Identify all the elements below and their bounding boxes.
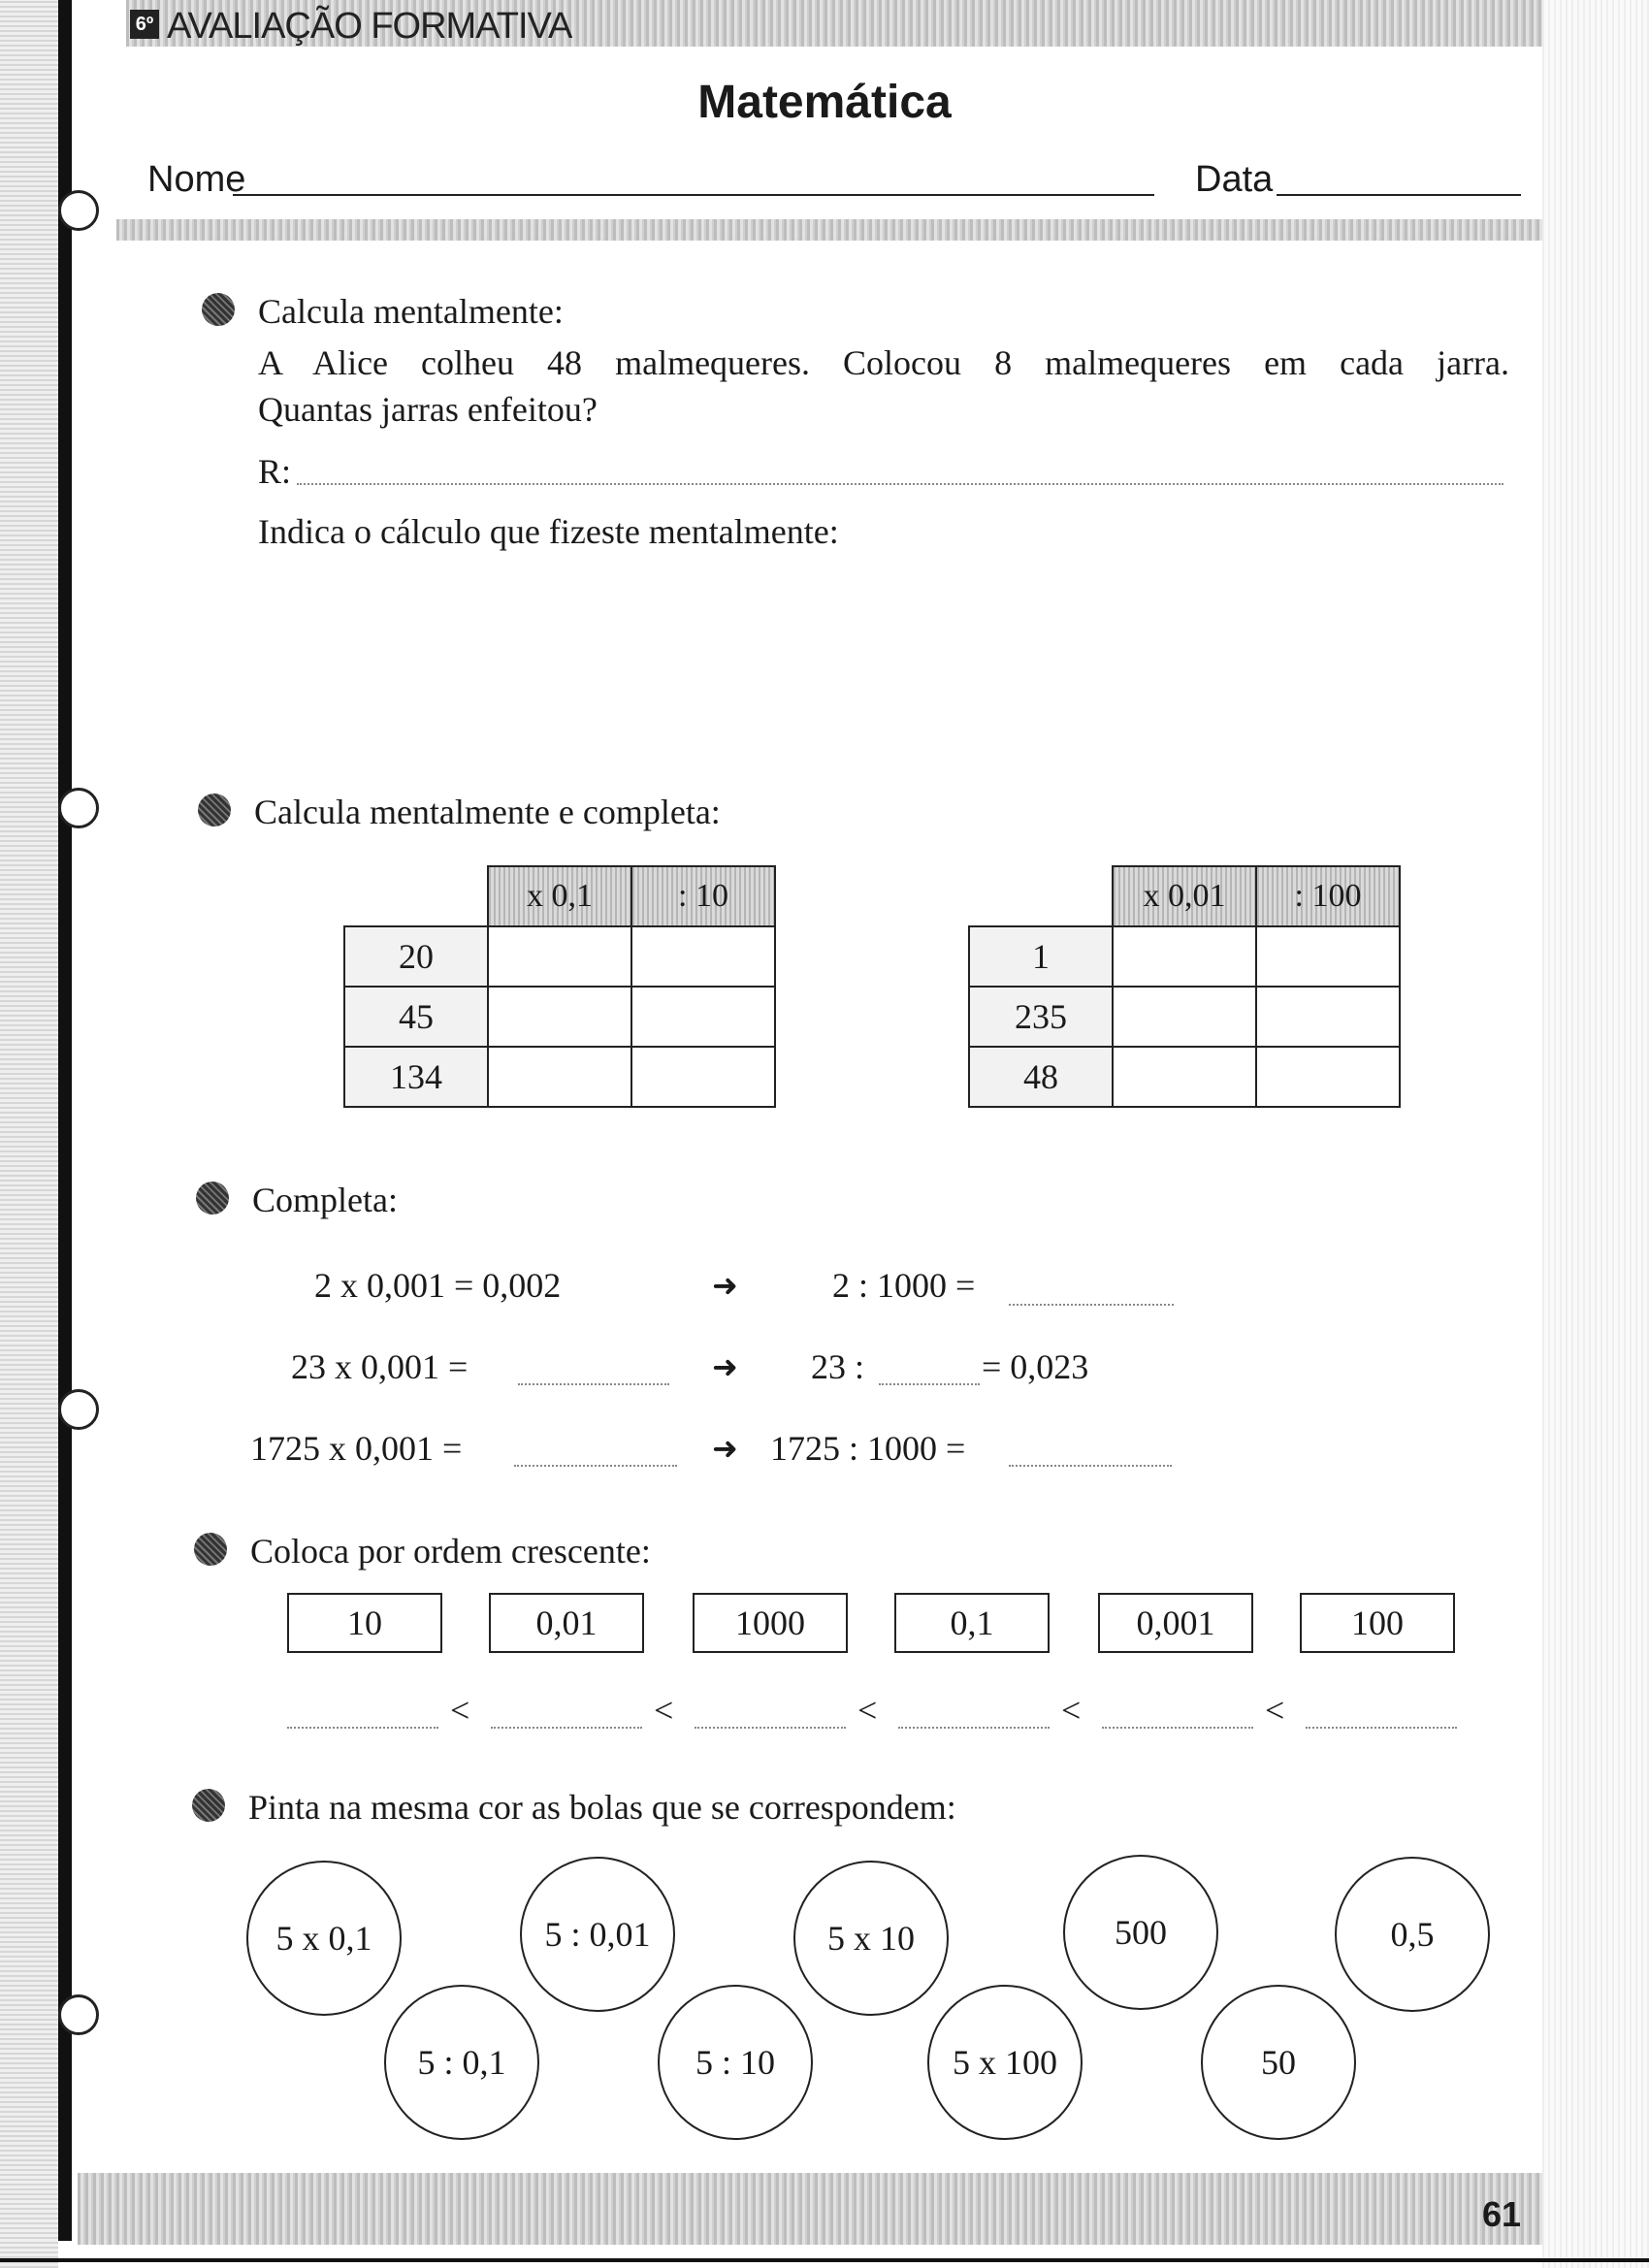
q1-answer-line[interactable] bbox=[297, 483, 1504, 485]
q4-title: Coloca por ordem crescente: bbox=[250, 1532, 651, 1571]
q1-line1: A Alice colheu 48 malmequeres. Colocou 8 malmequeres em cada jarra. bbox=[258, 343, 1509, 382]
number-box: 1000 bbox=[693, 1593, 848, 1653]
number-box: 0,001 bbox=[1098, 1593, 1253, 1653]
less-than-symbol: < bbox=[654, 1691, 674, 1730]
question-1-icon bbox=[202, 293, 235, 326]
question-5-icon bbox=[192, 1789, 225, 1822]
less-than-symbol: < bbox=[450, 1691, 470, 1730]
q3-line1-left: 2 x 0,001 = 0,002 bbox=[314, 1266, 562, 1305]
q3-line1-right: 2 : 1000 = bbox=[832, 1266, 976, 1305]
answer-cell[interactable] bbox=[1113, 987, 1256, 1047]
q1-answer-label: R: bbox=[258, 452, 292, 491]
table-row-value: 48 bbox=[969, 1047, 1113, 1107]
table-header: x 0,01 bbox=[1113, 866, 1256, 926]
number-box: 0,01 bbox=[489, 1593, 644, 1653]
header-label: AVALIAÇÃO FORMATIVA bbox=[167, 6, 572, 47]
binder-hole bbox=[58, 1389, 99, 1430]
ball[interactable]: 50 bbox=[1201, 1985, 1356, 2140]
less-than-symbol: < bbox=[857, 1691, 878, 1730]
ball[interactable]: 0,5 bbox=[1335, 1857, 1490, 2012]
answer-cell[interactable] bbox=[1256, 926, 1400, 987]
answer-cell[interactable] bbox=[631, 987, 775, 1047]
answer-cell[interactable] bbox=[1113, 1047, 1256, 1107]
table-row-value: 1 bbox=[969, 926, 1113, 987]
q3-line2-right-b: = 0,023 bbox=[982, 1347, 1089, 1386]
q2-title: Calcula mentalmente e completa: bbox=[254, 793, 721, 831]
date-field[interactable] bbox=[1277, 194, 1521, 196]
order-blank[interactable] bbox=[1306, 1727, 1457, 1729]
q3-blank[interactable] bbox=[514, 1465, 677, 1467]
less-than-symbol: < bbox=[1061, 1691, 1082, 1730]
table-row-value: 235 bbox=[969, 987, 1113, 1047]
q1-instruction: Indica o cálculo que fizeste mentalmente: bbox=[258, 512, 839, 551]
order-blank[interactable] bbox=[1102, 1727, 1253, 1729]
grade-badge: 6º bbox=[130, 10, 159, 39]
ball[interactable]: 5 x 10 bbox=[793, 1861, 949, 2016]
arrow-icon: ➜ bbox=[712, 1268, 738, 1303]
bottom-rule bbox=[0, 2258, 1649, 2262]
q5-title: Pinta na mesma cor as bolas que se correspondem: bbox=[248, 1788, 956, 1827]
ball[interactable]: 5 : 10 bbox=[658, 1985, 813, 2140]
name-label: Nome bbox=[147, 159, 246, 200]
answer-cell[interactable] bbox=[1256, 1047, 1400, 1107]
answer-cell[interactable] bbox=[631, 1047, 775, 1107]
order-blank[interactable] bbox=[287, 1727, 438, 1729]
date-label: Data bbox=[1195, 159, 1274, 200]
table-header: : 10 bbox=[631, 866, 775, 926]
binder-hole bbox=[58, 788, 99, 828]
page-number: 61 bbox=[1482, 2194, 1522, 2234]
order-blank[interactable] bbox=[695, 1727, 846, 1729]
table-row-value: 45 bbox=[344, 987, 488, 1047]
answer-cell[interactable] bbox=[488, 987, 631, 1047]
q3-line3-right: 1725 : 1000 = bbox=[770, 1429, 966, 1468]
binder-hole bbox=[58, 1994, 99, 2035]
question-2-icon bbox=[198, 794, 231, 826]
separator-band bbox=[116, 219, 1542, 241]
arrow-icon: ➜ bbox=[712, 1349, 738, 1384]
less-than-symbol: < bbox=[1265, 1691, 1285, 1730]
left-margin-texture bbox=[0, 0, 58, 2268]
q3-line2-right-a: 23 : bbox=[811, 1347, 865, 1386]
table-header: : 100 bbox=[1256, 866, 1400, 926]
answer-cell[interactable] bbox=[631, 926, 775, 987]
q2-table-2 bbox=[968, 865, 1401, 1108]
order-blank[interactable] bbox=[491, 1727, 642, 1729]
ball[interactable]: 500 bbox=[1063, 1855, 1218, 2010]
answer-cell[interactable] bbox=[488, 926, 631, 987]
page-title: Matemática bbox=[697, 77, 952, 128]
page-spine bbox=[58, 0, 72, 2241]
answer-cell[interactable] bbox=[488, 1047, 631, 1107]
q3-blank[interactable] bbox=[1009, 1465, 1172, 1467]
q1-line2: Quantas jarras enfeitou? bbox=[258, 390, 598, 429]
q2-table-1 bbox=[343, 865, 776, 1108]
number-box: 0,1 bbox=[894, 1593, 1050, 1653]
q1-title: Calcula mentalmente: bbox=[258, 292, 564, 331]
question-3-icon bbox=[196, 1182, 229, 1215]
q3-line3-left: 1725 x 0,001 = bbox=[250, 1429, 463, 1468]
number-box: 10 bbox=[287, 1593, 442, 1653]
order-blank[interactable] bbox=[898, 1727, 1050, 1729]
table-row-value: 20 bbox=[344, 926, 488, 987]
footer-band bbox=[78, 2173, 1542, 2245]
number-box: 100 bbox=[1300, 1593, 1455, 1653]
table-row-value: 134 bbox=[344, 1047, 488, 1107]
table-header: x 0,1 bbox=[488, 866, 631, 926]
q3-blank[interactable] bbox=[879, 1383, 980, 1385]
arrow-icon: ➜ bbox=[712, 1431, 738, 1466]
question-4-icon bbox=[194, 1533, 227, 1566]
q3-line2-left: 23 x 0,001 = bbox=[291, 1347, 469, 1386]
answer-cell[interactable] bbox=[1256, 987, 1400, 1047]
q3-title: Completa: bbox=[252, 1181, 398, 1219]
ball[interactable]: 5 x 0,1 bbox=[246, 1861, 402, 2016]
ball[interactable]: 5 : 0,1 bbox=[384, 1985, 539, 2140]
q3-blank[interactable] bbox=[1009, 1304, 1174, 1306]
q1-work-area[interactable] bbox=[258, 572, 1509, 747]
ball[interactable]: 5 : 0,01 bbox=[520, 1857, 675, 2012]
right-margin-texture bbox=[1542, 0, 1649, 2268]
binder-hole bbox=[58, 190, 99, 231]
ball[interactable]: 5 x 100 bbox=[927, 1985, 1083, 2140]
q3-blank[interactable] bbox=[518, 1383, 669, 1385]
answer-cell[interactable] bbox=[1113, 926, 1256, 987]
name-field[interactable] bbox=[233, 194, 1154, 196]
